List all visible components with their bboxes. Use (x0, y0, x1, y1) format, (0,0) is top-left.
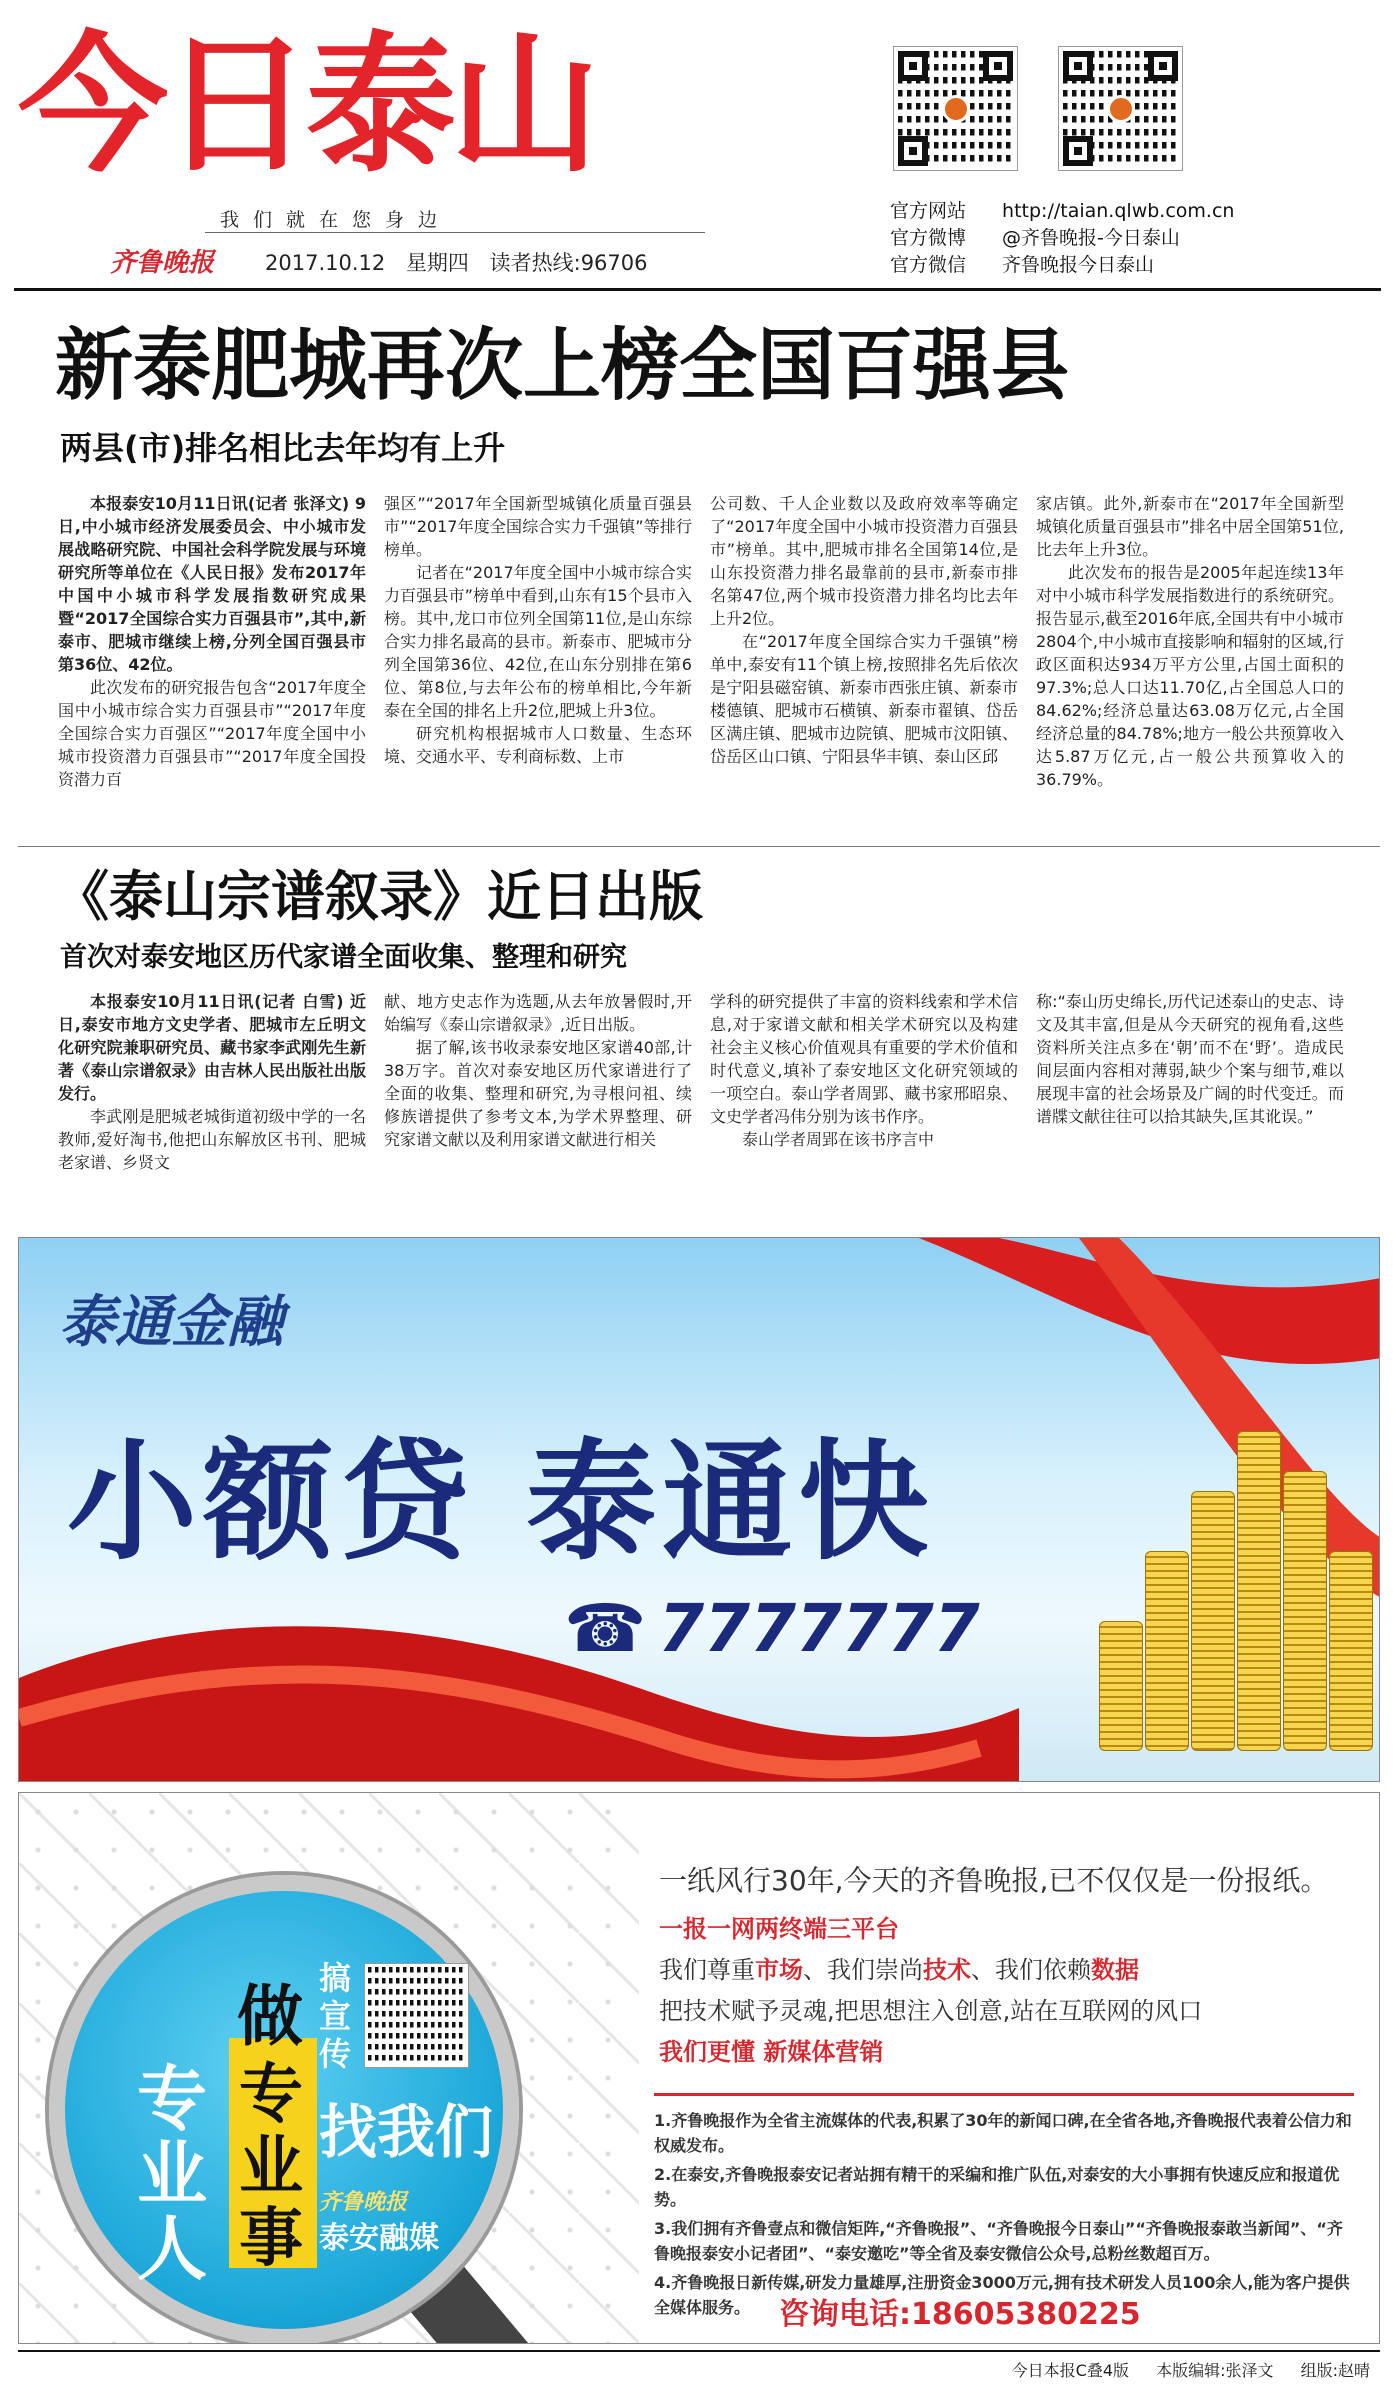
page-credits (990, 2358, 1370, 2381)
selling-point: 2.在泰安,齐鲁晚报泰安记者站拥有精干的采编和推广队伍,对泰安的大小事拥有快速反应和报道优势。 (654, 2165, 1340, 2209)
article1-column-3 (710, 492, 1018, 832)
masthead-divider (14, 288, 1381, 291)
article-paragraph: 据了解,该书收录泰安地区家谱40部,计38万字。首次对泰安地区历代家谱进行了全面的收集、整理和研究,为寻根问祖、续修族谱提供了参考文本,为学术界整理、研究家谱文献以及利用家谱文献进行相关 (384, 1038, 692, 1149)
media-services-ad[interactable] (18, 1792, 1380, 2344)
issue-date: 2017.10.12 (265, 251, 386, 275)
lens-word: 做 (237, 1978, 303, 2055)
contact-value: @齐鲁晚报-今日泰山 (1002, 227, 1180, 249)
ad-copy-mission: 把技术赋予灵魂,把思想注入创意,站在互联网的风口 (659, 1997, 1203, 2025)
lens-paper-brand: 齐鲁晚报 (319, 2190, 408, 2215)
issue-weekday: 星期四 (405, 251, 469, 275)
article-paragraph: 公司数、千人企业数以及政府效率等确定了“2017年度全国中小城市投资潜力百强县市”榜单。其中,肥城市排名全国第14位,是山东投资潜力排名最靠前的县市,新泰市排名第47位,两个城市投资潜力排名均比去年上升2位。 (710, 494, 1018, 628)
selling-point: 1.齐鲁晚报作为全省主流媒体的代表,积累了30年的新闻口碑,在全省各地,齐鲁晚报代表着公信力和权威发布。 (654, 2111, 1352, 2155)
page-footer (18, 2350, 1380, 2386)
ad-copy-keyword: 数据 (1091, 1956, 1139, 1984)
contact-label: 官方微博 (890, 227, 967, 249)
ad-copy-text: 我们尊重 (659, 1956, 755, 1984)
article1-subhead: 两县(市)排名相比去年均有上升 (60, 429, 506, 467)
qr-code-ad[interactable] (364, 1963, 469, 2068)
article-paragraph: 强区”“2017年全国新型城镇化质量百强县市”“2017年度全国综合实力千强镇”等排行榜单。 (384, 494, 692, 559)
article-paragraph: 记者在“2017年度全国中小城市综合实力百强县市”榜单中看到,山东有15个县市入榜。其中,龙口市位列全国第11位,是山东综合实力排名最高的县市。新泰市、肥城市分列全国第36位、42位,在山东分别排在第6位、第8位,与去年公布的榜单相比,今年新泰在全国的排名上升2位,肥城上升3位。 (384, 563, 692, 720)
qr-finder (898, 51, 928, 81)
taitong-finance-ad[interactable] (18, 1237, 1380, 1782)
contact-wechat[interactable] (890, 252, 1234, 279)
lens-word: 搞 (319, 1959, 352, 1997)
article2-column-3 (710, 990, 1018, 1222)
gold-coin-stack (1329, 1551, 1373, 1751)
qr-finder (898, 136, 928, 166)
telephone-icon: ☎ (564, 1590, 647, 1667)
article-paragraph: 此次发布的报告是2005年起连续13年对中小城市科学发展指数进行的系统研究。报告显示,截至2016年底,全国共有中小城市2804个,中小城市直接影响和辐射的区域,行政区面积达934万平方公里,占国土面积的97.3%;总人口达11.70亿,占全国总人口的84.62%;经济总量达63.08万亿元,占全国经济总量的84.78%;地方一般公共预算收入达5.87万亿元,占一般公共预算收入的36.79%。 (1036, 563, 1344, 789)
ad-phone-number: 7777777 (658, 1590, 980, 1667)
article1-column-1 (58, 492, 366, 832)
ad-slogan: 小额贷 泰通快 (67, 1426, 935, 1578)
article1-column-2 (384, 492, 692, 832)
page-number: 今日本报C叠4版 (1011, 2361, 1129, 2380)
qr-code-pattern (368, 1967, 465, 2064)
ad-copy-tagline: 我们更懂 新媒体营销 (659, 2038, 884, 2066)
ad-brand-name: 泰通金融 (59, 1290, 283, 1355)
lens-word: 专 (239, 2058, 303, 2132)
lens-word: 宣 (319, 1997, 352, 2035)
article-paragraph: 称:“泰山历史绵长,历代记述泰山的史志、诗文及其丰富,但是从今天研究的视角看,这些资料所关注点多在‘朝’而不在‘野’。造成民间层面内容相对薄弱,缺少个案与细节,难以展现丰富的社会场景及广阔的时代变迁。而谱牒文献往往可以拾其缺失,匡其讹误。” (1036, 992, 1344, 1126)
article-paragraph: 此次发布的研究报告包含“2017年度全国中小城市综合实力百强县市”“2017年度全国综合实力百强区”“2017年度全国中小城市投资潜力百强县市”“2017年度全国投资潜力百 (58, 678, 366, 789)
slogan-rule (205, 232, 705, 233)
ad-copy-text: 、我们依赖 (971, 1956, 1091, 1984)
lens-media-brand: 泰安融媒 (319, 2221, 439, 2256)
qr-finder (1148, 51, 1178, 81)
article-paragraph: 献、地方史志作为选题,从去年放暑假时,开始编写《泰山宗谱叙录》,近日出版。 (384, 992, 692, 1034)
article-paragraph: 李武刚是肥城老城街道初级中学的一名教师,爱好淘书,他把山东解放区书刊、肥城老家谱、乡贤文 (58, 1107, 366, 1172)
article-paragraph: 家店镇。此外,新泰市在“2017年全国新型城镇化质量百强县市”排名中居全国第51位,比去年上升3位。 (1036, 494, 1344, 559)
page-editor: 本版编辑:张泽文 (1156, 2361, 1274, 2380)
lens-word: 传 (319, 2035, 352, 2073)
qr-code-pattern (1063, 51, 1178, 166)
gold-coin-stack (1191, 1491, 1235, 1751)
issue-date-line (265, 247, 662, 277)
ad-copy-intro: 一纸风行30年,今天的齐鲁晚报,已不仅仅是一份报纸。 (659, 1864, 1329, 1897)
gold-coin-stack (1283, 1471, 1327, 1751)
selling-point: 4.齐鲁晚报日新传媒,研发力量雄厚,注册资金3000万元,拥有技术研发人员100余人,能为客户提供全媒体服务。 (654, 2273, 1350, 2317)
article1-headline[interactable]: 新泰肥城再次上榜全国百强县 (55, 321, 1070, 411)
article-paragraph: 研究机构根据城市人口数量、生态环境、交通水平、专利商标数、上市 (384, 724, 692, 766)
contact-website[interactable] (890, 198, 1234, 225)
gold-coin-stack (1145, 1551, 1189, 1751)
page-layout-editor: 组版:赵晴 (1300, 2361, 1370, 2380)
lens-word: 人 (137, 2208, 207, 2290)
ad-copy-values (659, 1950, 1359, 1985)
contact-value: http://taian.qlwb.com.cn (1002, 200, 1235, 222)
lens-slogan: 找我们 (319, 2098, 494, 2166)
qr-logo-icon (1107, 95, 1135, 123)
masthead (0, 0, 1395, 290)
lens-word: 专 (137, 2058, 207, 2140)
article2-headline[interactable]: 《泰山宗谱叙录》近日出版 (55, 865, 703, 928)
article-paragraph: 泰山学者周郢在该书序言中 (742, 1130, 935, 1149)
lens-word: 业 (239, 2130, 303, 2204)
contact-value: 齐鲁晚报今日泰山 (1002, 254, 1155, 276)
contact-label: 官方网站 (890, 200, 967, 222)
gold-coin-stack (1237, 1431, 1281, 1751)
article1-column-4 (1036, 492, 1344, 832)
ad-copy-text: 、我们崇尚 (803, 1956, 923, 1984)
article2-body (58, 990, 1348, 1222)
article-paragraph: 在“2017年度全国综合实力千强镇”榜单中,泰安有11个镇上榜,按照排名先后依次是宁阳县磁窑镇、新泰市西张庄镇、新泰市楼德镇、肥城市石横镇、新泰市翟镇、岱岳区满庄镇、肥城市边院镇、肥城市汶阳镇、岱岳区山口镇、宁阳县华丰镇、泰山区邱 (710, 632, 1018, 766)
newspaper-logo: 今日泰山 (18, 19, 595, 193)
gold-coin-stack (1099, 1621, 1143, 1751)
article2-column-2 (384, 990, 692, 1222)
article2-subhead: 首次对泰安地区历代家谱全面收集、整理和研究 (60, 942, 627, 973)
reader-hotline: 读者热线:96706 (489, 251, 648, 275)
qr-finder (1063, 51, 1093, 81)
lens-word: 业 (137, 2133, 207, 2215)
article-paragraph: 本报泰安10月11日讯(记者 白雪) 近日,泰安市地方文史学者、肥城市左丘明文化研究院兼职研究员、藏书家李武刚先生新著《泰山宗谱叙录》由吉林人民出版社出版发行。 (58, 992, 366, 1103)
ad-copy-keyword: 技术 (923, 1956, 971, 1984)
qr-finder (983, 51, 1013, 81)
article-divider (18, 846, 1380, 847)
consult-hotline[interactable]: 咨询电话:18605380225 (779, 2297, 1141, 2332)
qr-code-pattern (898, 51, 1013, 166)
footer-rule (18, 2350, 1380, 2352)
parent-paper-name: 齐鲁晚报 (110, 248, 215, 278)
qr-logo-icon (942, 95, 970, 123)
article2-column-4 (1036, 990, 1344, 1222)
article-paragraph: 学科的研究提供了丰富的资料线索和学术信息,对于家谱文献和相关学术研究以及构建社会主义核心价值观具有重要的学术价值和时代意义,填补了泰安地区文化研究领域的一项空白。泰山学者周郢、藏书家邢昭泉、文史学者冯伟分别为该书作序。 (710, 992, 1018, 1126)
qr-finder (1063, 136, 1093, 166)
qr-code-wechat[interactable] (1058, 46, 1183, 171)
qr-code-weibo[interactable] (893, 46, 1018, 171)
ad-copy (659, 1859, 1359, 2073)
article-paragraph: 本报泰安10月11日讯(记者 张泽文) 9日,中小城市经济发展委员会、中小城市发展战略研究院、中国社会科学院发展与环境研究所等单位在《人民日报》发布2017年中国中小城市科学发展指数研究成果暨“2017全国综合实力百强县市”,其中,新泰市、肥城市继续上榜,分列全国百强县市第36位、42位。 (58, 494, 366, 674)
selling-point: 3.我们拥有齐鲁壹点和微信矩阵,“齐鲁晚报”、“齐鲁晚报今日泰山”“齐鲁晚报泰敢当新闻”、“齐鲁晚报泰安小记者团”、“泰安邀吃”等全省及泰安微信公众号,总粉丝数超百万。 (654, 2219, 1343, 2263)
masthead-slogan: 我们就在您身边 (220, 209, 452, 231)
contact-label: 官方微信 (890, 254, 967, 276)
ad-copy-keyword: 市场 (755, 1956, 803, 1984)
lens-word: 事 (239, 2202, 303, 2276)
ad-phone[interactable] (564, 1590, 980, 1667)
official-contacts (890, 198, 1234, 279)
article2-column-1 (58, 990, 366, 1222)
article1-body (58, 492, 1348, 832)
ad-copy-platforms: 一报一网两终端三平台 (659, 1915, 899, 1943)
contact-weibo[interactable] (890, 225, 1234, 252)
